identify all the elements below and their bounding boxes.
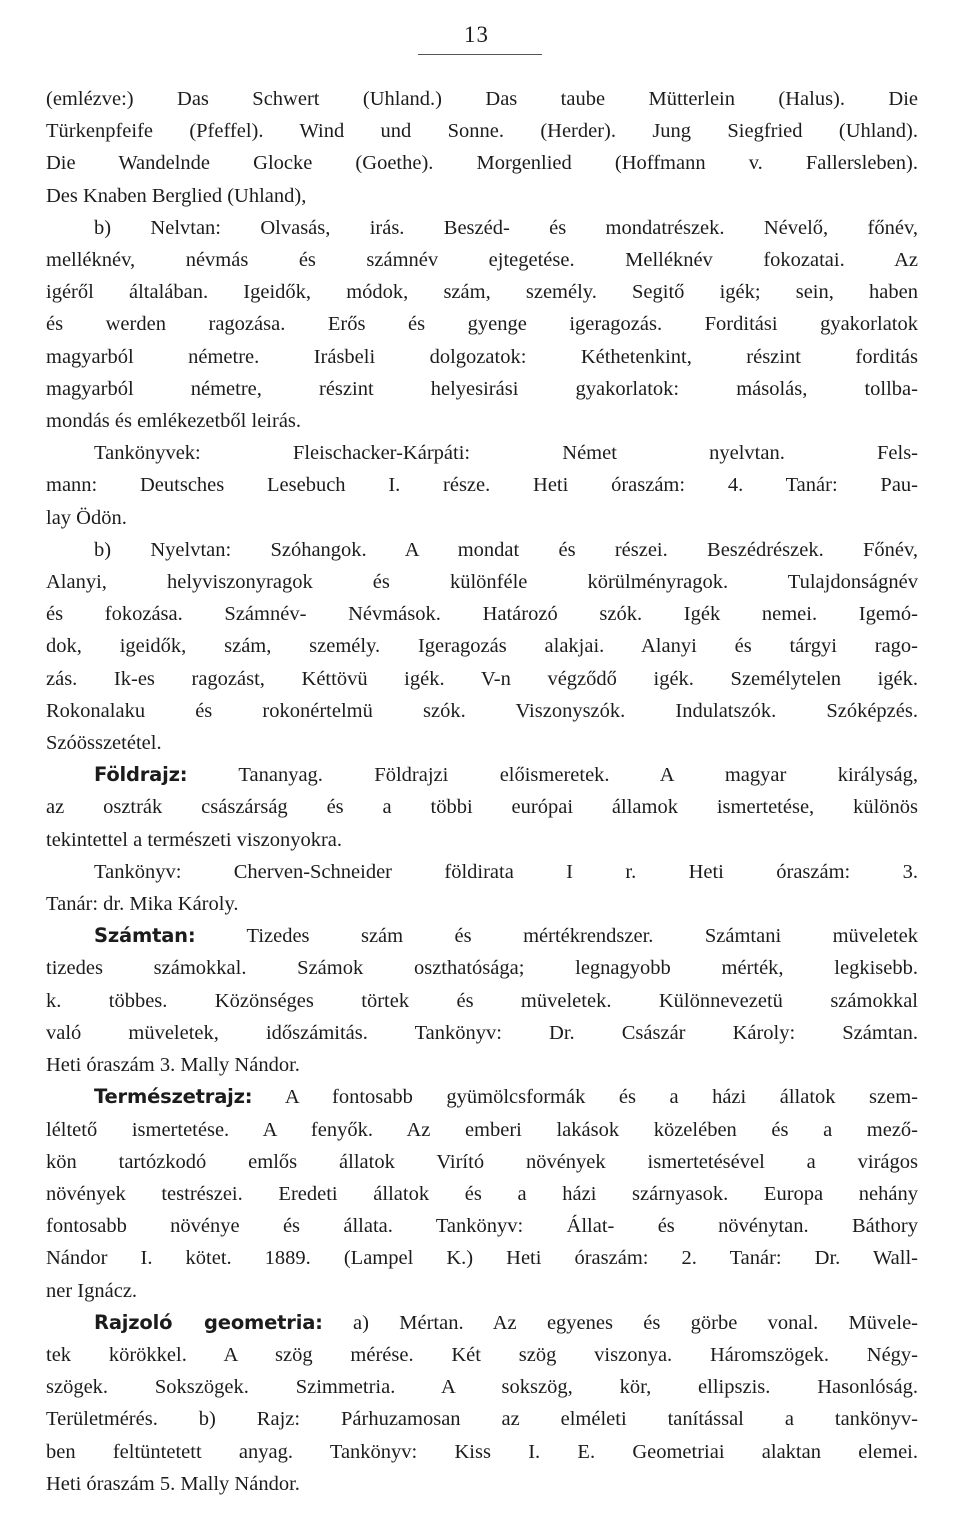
text-line-rest: Tananyag. Földrajzi előismeretek. A magyar királyság, xyxy=(238,764,918,787)
text-line: magyarból németre. Irásbeli dolgozatok: Kéthetenkint, részint forditás xyxy=(46,345,918,368)
text-line: Die Wandelnde Glocke (Goethe). Morgenlied (Hoffmann v. Fallersleben). xyxy=(46,152,918,175)
text-line: (emlézve:) Das Schwert (Uhland.) Das taube Mütterlein (Halus). Die xyxy=(46,88,918,110)
text-line: mondás és emlékezetből leirás. xyxy=(46,410,302,433)
section-heading-geography: Földrajz: xyxy=(94,763,188,787)
text-line-rest: A fontosabb gyümölcsformák és a házi állatok szem- xyxy=(284,1086,918,1109)
paragraph-poems xyxy=(46,83,918,212)
text-line: tizedes számokkal. Számok oszthatósága; legnagyobb mérték, legkisebb. xyxy=(46,957,918,980)
text-line: az osztrák császárság és a többi európai államok ismertetése, különös xyxy=(46,796,918,819)
text-line xyxy=(46,759,918,791)
section-heading-natural-history: Természetrajz: xyxy=(94,1085,253,1109)
text-line-rest: a) Mértan. Az egyenes és görbe vonal. Müvele- xyxy=(353,1311,919,1334)
section-heading-geometry: Rajzoló geometria: xyxy=(94,1310,323,1334)
text-line: k. többes. Közönséges törtek és müveletek. Különnevezetü számokkal xyxy=(46,989,918,1012)
text-line: és werden ragozása. Erős és gyenge igeragozás. Forditási gyakorlatok xyxy=(46,313,918,336)
text-line: Rokonalaku és rokonértelmü szók. Viszonyszók. Indulatszók. Szóképzés. xyxy=(46,699,918,722)
text-line-rest: Tizedes szám és mértékrendszer. Számtani müveletek xyxy=(246,925,918,948)
text-line: Des Knaben Berglied (Uhland), xyxy=(46,184,307,207)
text-line: igéről általában. Igeidők, módok, szám, személy. Segitő igék; sein, haben xyxy=(46,281,918,304)
text-line: léltető ismertetése. A fenyők. Az emberi lakások közelében és a mező- xyxy=(46,1118,918,1141)
text-line: növények testrészei. Eredeti állatok és a házi szárnyasok. Europa nehány xyxy=(46,1182,918,1205)
text-line: fontosabb növénye és állata. Tankönyv: Állat- és növénytan. Báthory xyxy=(46,1215,918,1238)
document-body xyxy=(46,83,918,1500)
text-line: Szóösszetétel. xyxy=(46,732,162,755)
text-line: Alanyi, helyviszonyragok és különféle körülményragok. Tulajdonságnév xyxy=(46,571,918,594)
page-number-rule xyxy=(418,54,542,55)
paragraph-geography xyxy=(46,759,918,856)
text-line: dok, igeidők, szám, személy. Igeragozás alakjai. Alanyi és tárgyi rago- xyxy=(46,635,918,658)
section-heading-arithmetic: Számtan: xyxy=(94,924,196,948)
paragraph-geometry xyxy=(46,1307,918,1500)
text-line: tekintettel a természeti viszonyokra. xyxy=(46,828,342,851)
text-line: való müveletek, időszámitás. Tankönyv: Dr. Császár Károly: Számtan. xyxy=(46,1021,918,1044)
paragraph-german-grammar xyxy=(46,212,918,437)
text-line: Heti óraszám 5. Mally Nándor. xyxy=(46,1472,300,1495)
text-line: ner Ignácz. xyxy=(46,1279,138,1302)
text-line: lay Ödön. xyxy=(46,506,127,529)
text-line: szögek. Sokszögek. Szimmetria. A sokszög, kör, ellipszis. Hasonlóság. xyxy=(46,1376,918,1399)
text-line: magyarból németre, részint helyesirási gyakorlatok: másolás, tollba- xyxy=(46,377,918,400)
text-line: kön tartózkodó emlős állatok Virító növények ismertetésével a virágos xyxy=(46,1150,918,1173)
text-line: Tanár: dr. Mika Károly. xyxy=(46,893,239,916)
text-line: ben feltüntetett anyag. Tankönyv: Kiss I. E. Geometriai alaktan elemei. xyxy=(46,1440,918,1463)
text-line: melléknév, névmás és számnév ejtegetése. Melléknév fokozatai. Az xyxy=(46,249,918,272)
paragraph-natural-history xyxy=(46,1081,918,1306)
text-line xyxy=(46,920,918,952)
text-line: tek körökkel. A szög mérése. Két szög viszonya. Háromszögek. Négy- xyxy=(46,1343,918,1366)
text-line xyxy=(46,1081,918,1113)
text-line: mann: Deutsches Lesebuch I. része. Heti óraszám: 4. Tanár: Pau- xyxy=(46,474,918,497)
text-line: Türkenpfeife (Pfeffel). Wind und Sonne. (Herder). Jung Siegfried (Uhland). xyxy=(46,120,918,143)
text-line: b) Nyelvtan: Szóhangok. A mondat és részei. Beszédrészek. Főnév, xyxy=(94,538,918,561)
text-line: és fokozása. Számnév- Névmások. Határozó szók. Igék nemei. Igemó- xyxy=(46,603,918,626)
text-line: b) Nelvtan: Olvasás, irás. Beszéd- és mondatrészek. Névelő, főnév, xyxy=(94,216,918,239)
paragraph-textbooks xyxy=(46,437,918,534)
page-number: 13 xyxy=(464,22,489,47)
text-line: Tankönyv: Cherven-Schneider földirata I r. Heti óraszám: 3. xyxy=(94,860,918,883)
text-line: zás. Ik-es ragozást, Kéttövü igék. V-n végződő igék. Személytelen igék. xyxy=(46,667,918,690)
text-line: Tankönyvek: Fleischacker-Kárpáti: Német nyelvtan. Fels- xyxy=(94,442,918,465)
text-line: Nándor I. kötet. 1889. (Lampel K.) Heti óraszám: 2. Tanár: Dr. Wall- xyxy=(46,1247,918,1270)
text-line xyxy=(46,1307,918,1339)
text-line: Területmérés. b) Rajz: Párhuzamosan az elméleti tanítással a tankönyv- xyxy=(46,1408,918,1431)
paragraph-hungarian-grammar xyxy=(46,534,918,759)
paragraph-arithmetic xyxy=(46,920,918,1081)
paragraph-geography-textbook xyxy=(46,856,918,920)
text-line: Heti óraszám 3. Mally Nándor. xyxy=(46,1054,300,1077)
